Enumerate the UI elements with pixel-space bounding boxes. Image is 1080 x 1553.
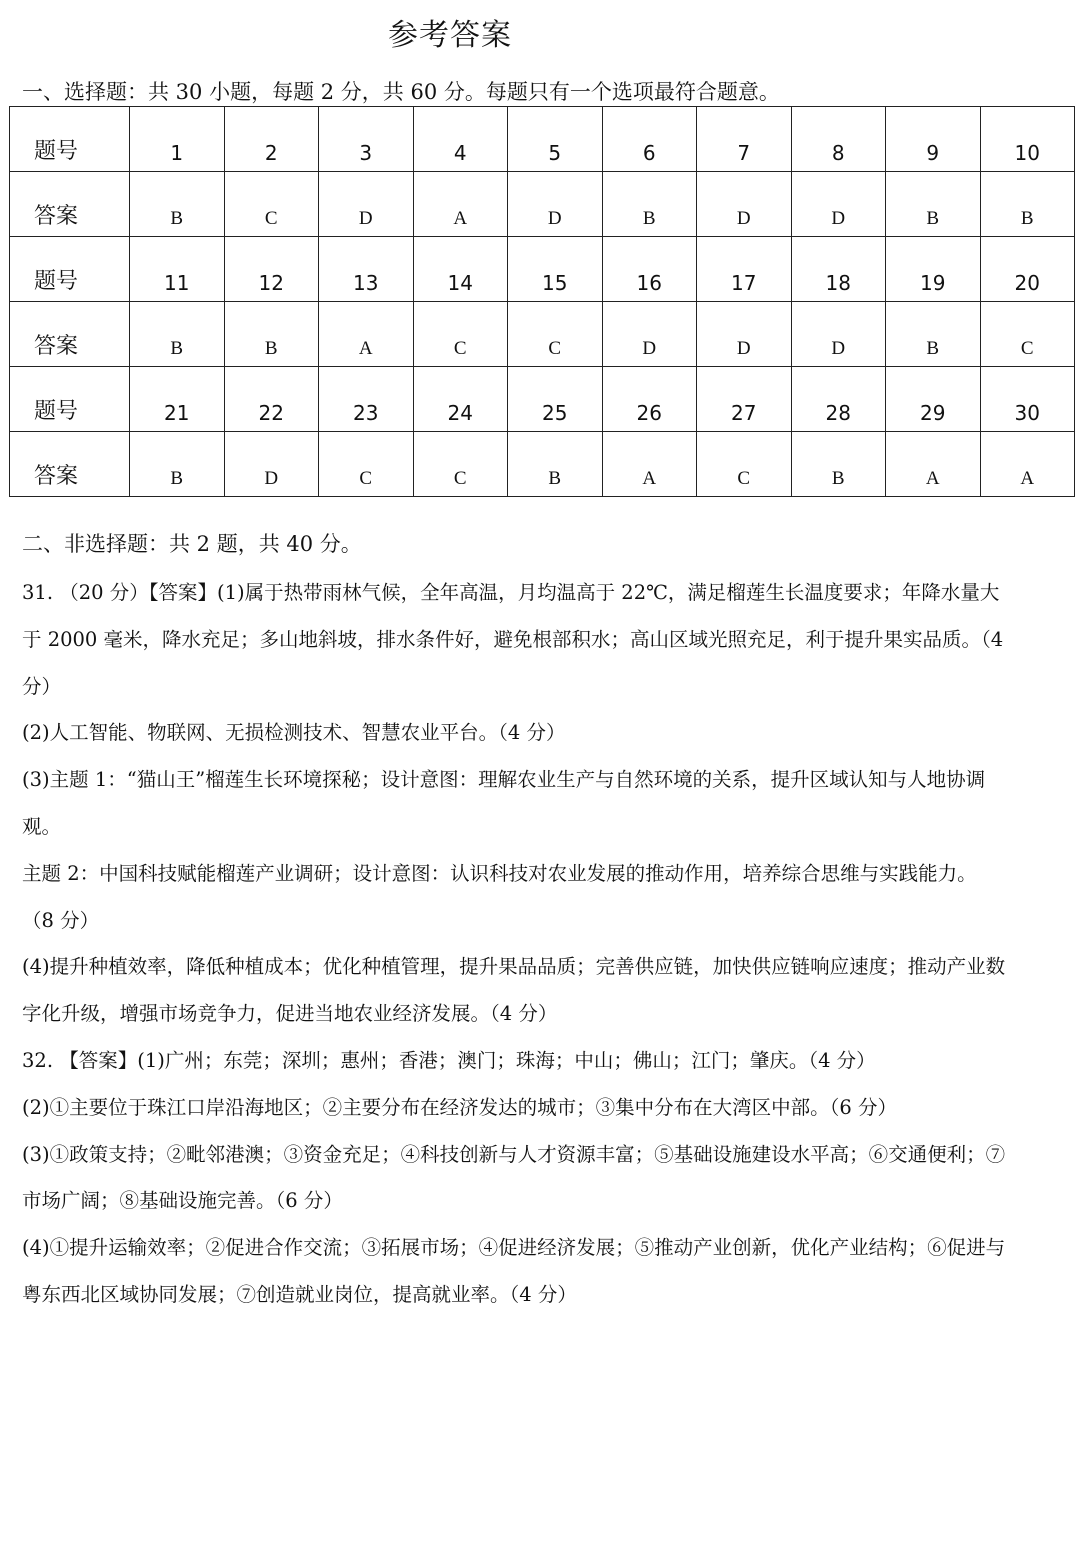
answer-paragraph: (2)人工智能、物联网、无损检测技术、智慧农业平台。（4 分） (22, 721, 566, 745)
answer-letter: D (602, 302, 697, 367)
question-number: 21 (130, 367, 225, 432)
answer-letter: C (319, 432, 414, 497)
question-number: 24 (413, 367, 508, 432)
answer-letter: A (886, 432, 981, 497)
question-number: 6 (602, 107, 697, 172)
answer-letter: A (319, 302, 414, 367)
question-number: 29 (886, 367, 981, 432)
question-number: 9 (886, 107, 981, 172)
question-number: 27 (697, 367, 792, 432)
answer-letter: C (508, 302, 603, 367)
answer-row (10, 432, 1075, 497)
answer-paragraph: (3)主题 1：“猫山王”榴莲生长环境探秘；设计意图：理解农业生产与自然环境的关系，提升区域认知与人地协调观。 (22, 768, 986, 838)
answer-letter: D (791, 302, 886, 367)
row-label: 答案 (10, 172, 130, 237)
answer-paragraph: 主题 2：中国科技赋能榴莲产业调研；设计意图：认识科技对农业发展的推动作用，培养综合思维与实践能力。 （8 分） (22, 861, 977, 932)
question-number-row (10, 237, 1075, 302)
answer-paragraph: 32. 【答案】(1)广州；东莞；深圳；惠州；香港；澳门；珠海；中山；佛山；江门；肇庆。（4 分） (22, 1048, 876, 1072)
row-label: 题号 (10, 237, 130, 302)
answer-letter: A (413, 172, 508, 237)
question-number: 30 (980, 367, 1075, 432)
question-number: 28 (791, 367, 886, 432)
section-2-heading: 二、非选择题：共 2 题，共 40 分。 (22, 532, 362, 556)
answer-paragraph: (2)①主要位于珠江口岸沿海地区；②主要分布在经济发达的城市；③集中分布在大湾区中部。（6 分） (22, 1095, 897, 1119)
row-label: 题号 (10, 367, 130, 432)
question-number: 2 (224, 107, 319, 172)
answer-paragraph: 31. （20 分）【答案】(1)属于热带雨林气候，全年高温，月均温高于 22℃，满足榴莲生长温度要求；年降水量大于 2000 毫米，降水充足；多山地斜坡，排水条件好，避免根部积水；高山区域光照充足，利于提升果实品质。（4 分） (22, 581, 1004, 698)
answer-letter: D (791, 172, 886, 237)
answer-letter: B (980, 172, 1075, 237)
question-number: 19 (886, 237, 981, 302)
row-label: 题号 (10, 107, 130, 172)
answer-letter: D (224, 432, 319, 497)
question-number: 23 (319, 367, 414, 432)
question-number: 22 (224, 367, 319, 432)
question-number: 5 (508, 107, 603, 172)
question-number: 8 (791, 107, 886, 172)
document-title: 参考答案 (388, 18, 512, 53)
answer-letter: C (413, 432, 508, 497)
answer-letter: B (508, 432, 603, 497)
answer-letter: B (602, 172, 697, 237)
answer-paragraph: (4)①提升运输效率；②促进合作交流；③拓展市场；④促进经济发展；⑤推动产业创新，优化产业结构；⑥促进与粤东西北区域协同发展；⑦创造就业岗位，提高就业率。（4 分） (22, 1236, 1006, 1306)
answer-row (10, 172, 1075, 237)
answer-letter: B (224, 302, 319, 367)
question-number: 11 (130, 237, 225, 302)
question-number-row (10, 367, 1075, 432)
question-number: 7 (697, 107, 792, 172)
free-response-answers (22, 570, 1007, 1319)
answer-letter: B (130, 172, 225, 237)
question-number: 20 (980, 237, 1075, 302)
question-number: 15 (508, 237, 603, 302)
question-number: 17 (697, 237, 792, 302)
question-number: 14 (413, 237, 508, 302)
answer-letter: B (791, 432, 886, 497)
question-number: 10 (980, 107, 1075, 172)
question-number: 16 (602, 237, 697, 302)
row-label: 答案 (10, 432, 130, 497)
answer-letter: C (224, 172, 319, 237)
answer-letter: B (130, 432, 225, 497)
answer-paragraph: (3)①政策支持；②毗邻港澳；③资金充足；④科技创新与人才资源丰富；⑤基础设施建设水平高；⑥交通便利；⑦市场广阔；⑧基础设施完善。（6 分） (22, 1142, 1006, 1213)
question-number: 12 (224, 237, 319, 302)
answer-letter: D (697, 302, 792, 367)
answer-letter: C (413, 302, 508, 367)
answer-letter: C (697, 432, 792, 497)
answer-table (9, 106, 1075, 497)
answer-letter: B (130, 302, 225, 367)
answer-letter: C (980, 302, 1075, 367)
answer-letter: D (319, 172, 414, 237)
answer-row (10, 302, 1075, 367)
answer-letter: A (602, 432, 697, 497)
answer-letter: D (697, 172, 792, 237)
answer-letter: B (886, 172, 981, 237)
row-label: 答案 (10, 302, 130, 367)
section-1-heading: 一、选择题：共 30 小题，每题 2 分，共 60 分。每题只有一个选项最符合题意。 (22, 80, 780, 104)
question-number: 25 (508, 367, 603, 432)
question-number: 1 (130, 107, 225, 172)
question-number: 26 (602, 367, 697, 432)
question-number-row (10, 107, 1075, 172)
answer-letter: A (980, 432, 1075, 497)
question-number: 3 (319, 107, 414, 172)
answer-paragraph: (4)提升种植效率，降低种植成本；优化种植管理，提升果品品质；完善供应链，加快供应链响应速度；推动产业数字化升级，增强市场竞争力，促进当地农业经济发展。（4 分） (22, 955, 1006, 1026)
answer-letter: B (886, 302, 981, 367)
question-number: 18 (791, 237, 886, 302)
question-number: 13 (319, 237, 414, 302)
question-number: 4 (413, 107, 508, 172)
answer-letter: D (508, 172, 603, 237)
